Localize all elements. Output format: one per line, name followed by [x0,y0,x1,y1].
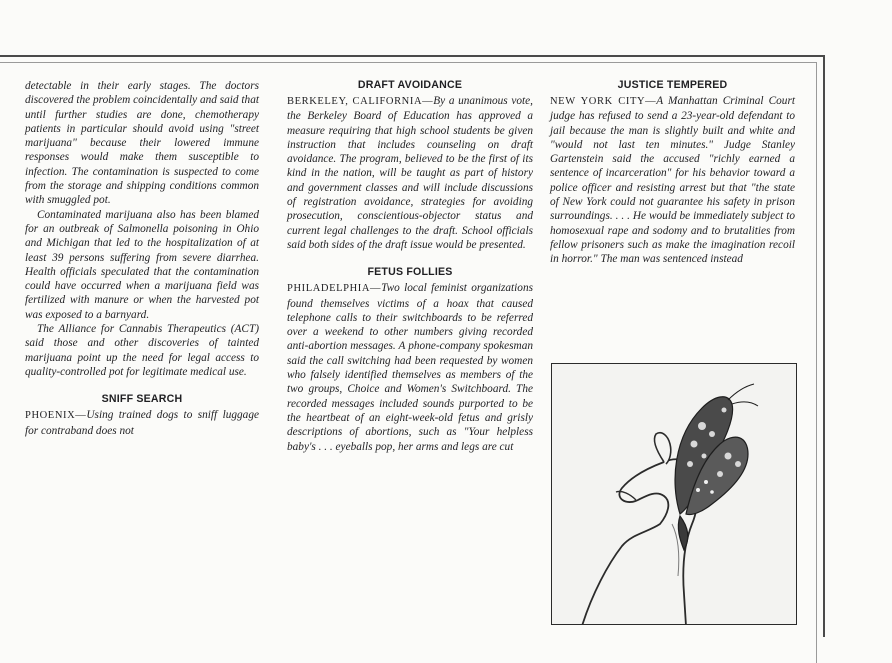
column-2 [287,79,533,454]
butterfly-on-hand-illustration [551,363,797,625]
dateline: BERKELEY, CALIFORNIA— [287,96,434,107]
column-3 [550,79,795,267]
paragraph: The Alliance for Cannabis Therapeutics (ACT) said those and other discoveries of tainted marijuana point up the need for legal access to quality-controlled pot for legitimate medical use. [25,323,259,378]
column-1 [25,79,259,438]
article-text: By a unanimous vote, the Berkeley Board of Education has approved a measure requiring that high school students be given instruction that includes counseling on draft avoidance. The program, believed to be the first of its kind in the nation, will be taught as part of history and government classes and will include discussions of registration avoidance, strategies for avoiding prosecution, conscientious-objector status and current legal challenges to the draft. School officials said both sides of the draft issue would be presented. [287,95,533,251]
article-body [287,281,533,454]
article-text: Two local feminist organizations found themselves victims of a hoax that caused telephone calls to their switchboards to be referred over a weekend to other numbers giving recorded anti-abortion messages. A phone-company spokesman said the call switching had been requested by women who falsely identified themselves as members of the two groups, Choice and Women's Switchboard. The recorded messages included sounds purported to be the heartbeat of an eight-week-old fetus and grisly descriptions of abortions, such as "Your helpless baby's . . . eyeballs pop, her arms and legs are cut [287,282,533,453]
section-heading: JUSTICE TEMPERED [617,79,728,91]
article-body [25,408,259,438]
butterfly-hand-icon [552,364,796,624]
paragraph: detectable in their early stages. The doctors discovered the problem coincidentally and said that until further studies are done, chemotherapy patients in particular should avoid using "street marijuana" because their lowered immune responses would make them susceptible to infection. The contamination is suspected to come from the storage and shipping conditions common with smuggled pot. [25,80,259,207]
section-heading: SNIFF SEARCH [101,393,183,406]
dateline: NEW YORK CITY— [550,96,657,107]
section-heading: FETUS FOLLIES [367,266,453,279]
section-heading: DRAFT AVOIDANCE [357,79,463,91]
article-body [287,94,533,252]
article-text: Using trained dogs to sniff luggage for contraband does not [25,409,259,437]
article-body [550,94,795,267]
article-text: A Manhattan Criminal Court judge has refused to send a 23-year-old defendant to jail because the man is slightly built and white and "would not last ten minutes." Judge Stanley Gartenstein said the accused "richly earned a sentence of incarceration" for his behavior toward a police officer and resisting arrest but that "the state of New York could not guarantee his safety in prison surroundings. . . . He would be immediately subject to homosexual rape and sodomy and to brutalities from fellow prisoners such as make the imagination recoil in horror." The man was sentenced instead [550,95,795,266]
paragraph: Contaminated marijuana also has been blamed for an outbreak of Salmonella poisoning in Ohio and Michigan that led to the hospitalization of at least 39 persons suffering from severe diarrhea. Health officials speculated that the contamination could have occurred when a marijuana field was fertilized with manure or when the harvested pot was exposed to a barnyard. [25,208,259,321]
dateline: PHOENIX— [25,410,87,422]
dateline: PHILADELPHIA— [287,283,382,295]
